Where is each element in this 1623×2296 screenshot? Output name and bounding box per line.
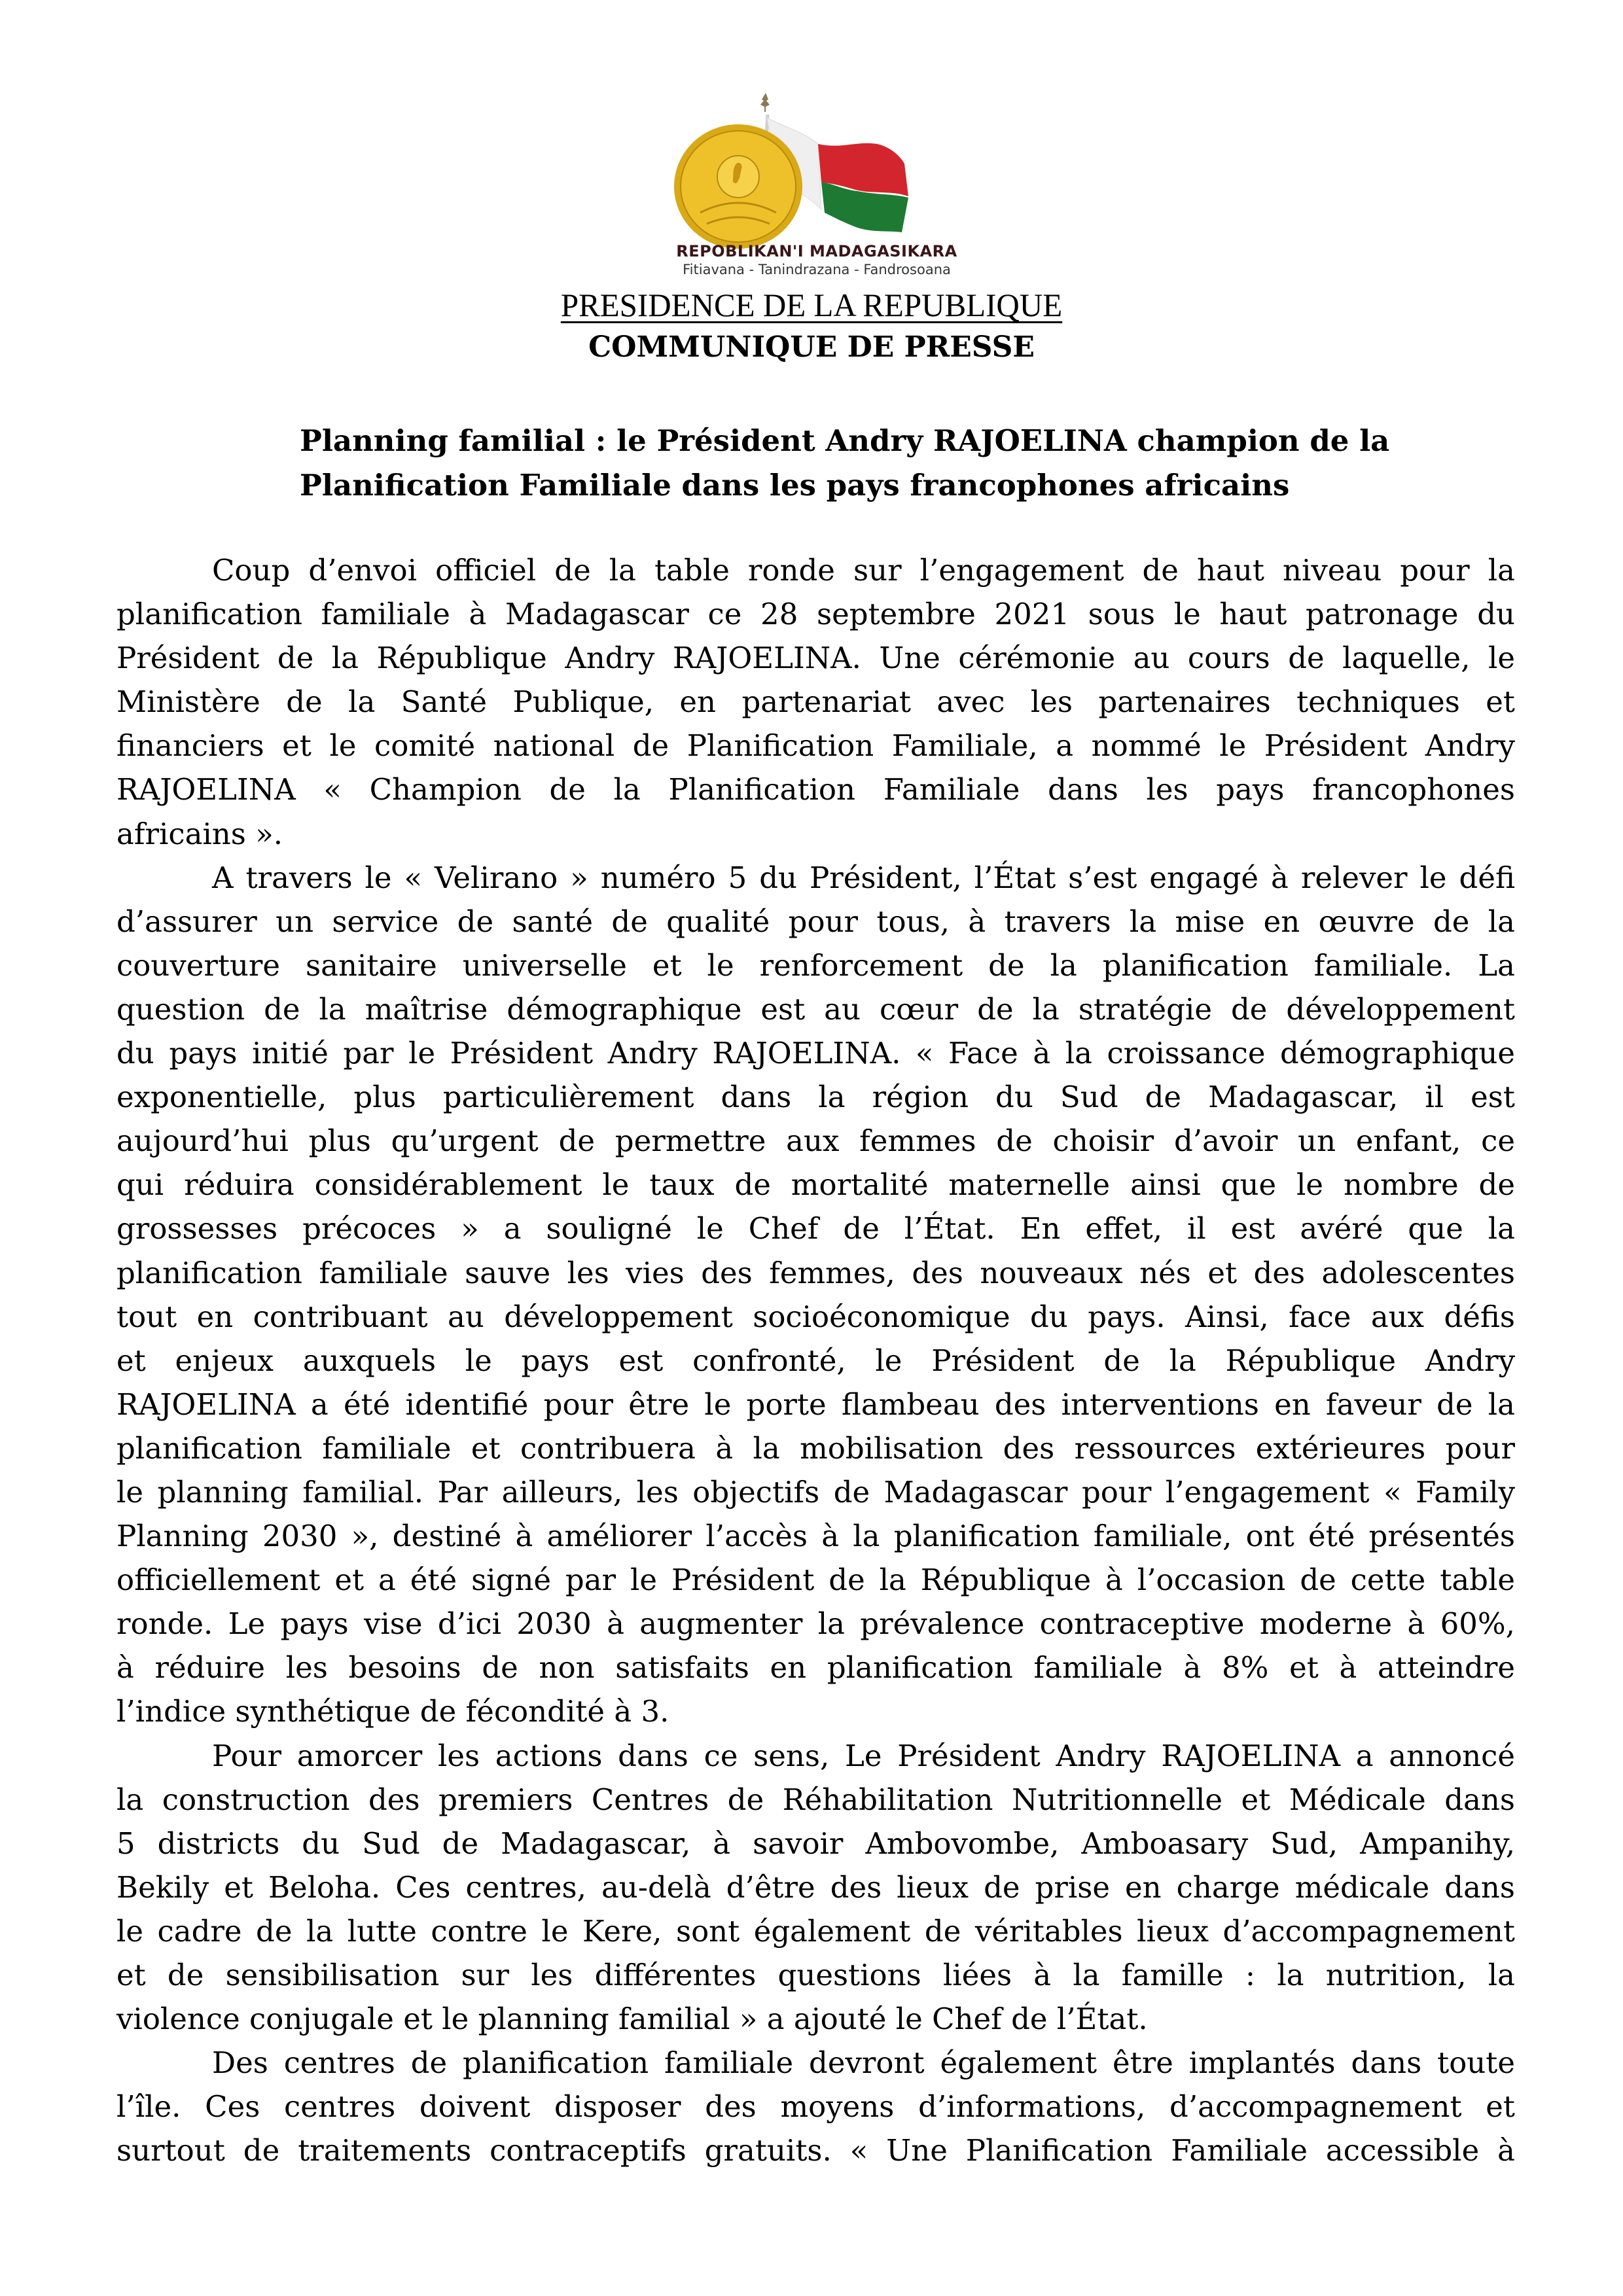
text-line: planification familiale et contribuera à la mobilisation des ressources extérieures pour — [116, 1430, 1515, 1466]
text-line: 5 districts du Sud de Madagascar, à savoir Ambovombe, Amboasary Sud, Ampanihy, — [116, 1826, 1515, 1861]
text-line: question de la maîtrise démographique est au cœur de la stratégie de développement — [116, 991, 1515, 1027]
text-line: la construction des premiers Centres de Réhabilitation Nutritionnelle et Médicale dans — [116, 1782, 1515, 1817]
text-line: violence conjugale et le planning familial » a ajouté le Chef de l’État. — [116, 2002, 1148, 2037]
text-line: RAJOELINA « Champion de la Planification Familiale dans les pays francophones — [116, 772, 1515, 807]
press-release-title — [300, 419, 1389, 508]
document-type-heading: COMMUNIQUE DE PRESSE — [588, 330, 1035, 364]
text-line: RAJOELINA a été identifié pour être le porte flambeau des interventions en faveur de la — [116, 1386, 1515, 1422]
logo-motto: Fitiavana - Tanindrazana - Fandrosoana — [683, 262, 951, 277]
institution-heading-text: PRESIDENCE DE LA REPUBLIQUE — [560, 287, 1063, 323]
text-line: tout en contribuant au développement socioéconomique du pays. Ainsi, face aux défis — [116, 1299, 1515, 1334]
text-line: qui réduira considérablement le taux de mortalité maternelle ainsi que le nombre de — [116, 1167, 1515, 1203]
text-line: surtout de traitements contraceptifs gratuits. « Une Planification Familiale accessible à — [116, 2133, 1515, 2168]
paragraph — [116, 548, 1515, 856]
gold-seal-icon — [674, 124, 802, 249]
text-line: l’indice synthétique de fécondité à 3. — [116, 1694, 669, 1729]
text-line: planification familiale sauve les vies des femmes, des nouveaux nés et des adolescentes — [116, 1255, 1515, 1290]
text-line: Des centres de planification familiale devront également être implantés dans toute — [212, 2045, 1515, 2081]
paragraph — [116, 2041, 1515, 2172]
text-line: Pour amorcer les actions dans ce sens, Le Président Andry RAJOELINA a annoncé — [212, 1738, 1515, 1773]
text-line: Ministère de la Santé Publique, en partenariat avec les partenaires techniques et — [116, 684, 1515, 720]
title-line: Planning familial : le Président Andry RAJOELINA champion de la — [300, 423, 1390, 458]
text-line: A travers le « Velirano » numéro 5 du Président, l’État s’est engagé à relever le défi — [212, 860, 1515, 895]
text-line: exponentielle, plus particulièrement dans la région du Sud de Madagascar, il est — [116, 1080, 1515, 1115]
text-line: grossesses précoces » a souligné le Chef de l’État. En effet, il est avéré que la — [116, 1211, 1515, 1246]
text-line: et enjeux auxquels le pays est confronté, le Président de la République Andry — [116, 1343, 1515, 1378]
text-line: couverture sanitaire universelle et le renforcement de la planification familiale. La — [116, 947, 1515, 983]
text-line: du pays initié par le Président Andry RAJOELINA. « Face à la croissance démographique — [116, 1036, 1515, 1071]
text-line: planification familiale à Madagascar ce 28 septembre 2021 sous le haut patronage du — [116, 597, 1515, 632]
text-line: aujourd’hui plus qu’urgent de permettre aux femmes de choisir d’avoir un enfant, ce — [116, 1123, 1515, 1159]
text-line: et de sensibilisation sur les différentes questions liées à la famille : la nutrition, la — [116, 1958, 1515, 1992]
text-line: l’île. Ces centres doivent disposer des moyens d’informations, d’accompagnement et — [116, 2089, 1515, 2125]
text-line: Président de la République Andry RAJOELINA. Une cérémonie au cours de laquelle, le — [116, 641, 1515, 676]
text-line: d’assurer un service de santé de qualité pour tous, à travers la mise en œuvre de la — [116, 904, 1515, 939]
text-line: officiellement et a été signé par le Président de la République à l’occasion de cette table — [116, 1563, 1515, 1598]
institution-heading — [0, 286, 1623, 324]
text-line: le planning familial. Par ailleurs, les objectifs de Madagascar pour l’engagement « Family — [116, 1474, 1515, 1510]
logo-country-name: REPOBLIKAN'I MADAGASIKARA — [676, 242, 957, 260]
text-line: le cadre de la lutte contre le Kere, sont également de véritables lieux d’accompagnement — [116, 1913, 1515, 1949]
text-line: financiers et le comité national de Planification Familiale, a nommé le Président Andry — [116, 728, 1515, 764]
text-line: Bekily et Beloha. Ces centres, au-delà d’être des lieux de prise en charge médicale dans — [116, 1869, 1515, 1905]
text-line: Coup d’envoi officiel de la table ronde sur l’engagement de haut niveau pour la — [212, 553, 1515, 588]
document-body — [116, 548, 1515, 2172]
title-line: Planification Familiale dans les pays francophones africains — [300, 468, 1290, 503]
text-line: africains ». — [116, 816, 283, 851]
text-line: ronde. Le pays vise d’ici 2030 à augmenter la prévalence contraceptive moderne à 60%, — [116, 1606, 1515, 1642]
text-line: Planning 2030 », destiné à améliorer l’accès à la planification familiale, ont été présentés — [116, 1519, 1515, 1554]
paragraph — [116, 1734, 1515, 2041]
paragraph — [116, 856, 1515, 1734]
text-line: à réduire les besoins de non satisfaits en planification familiale à 8% et à atteindre — [116, 1650, 1515, 1686]
